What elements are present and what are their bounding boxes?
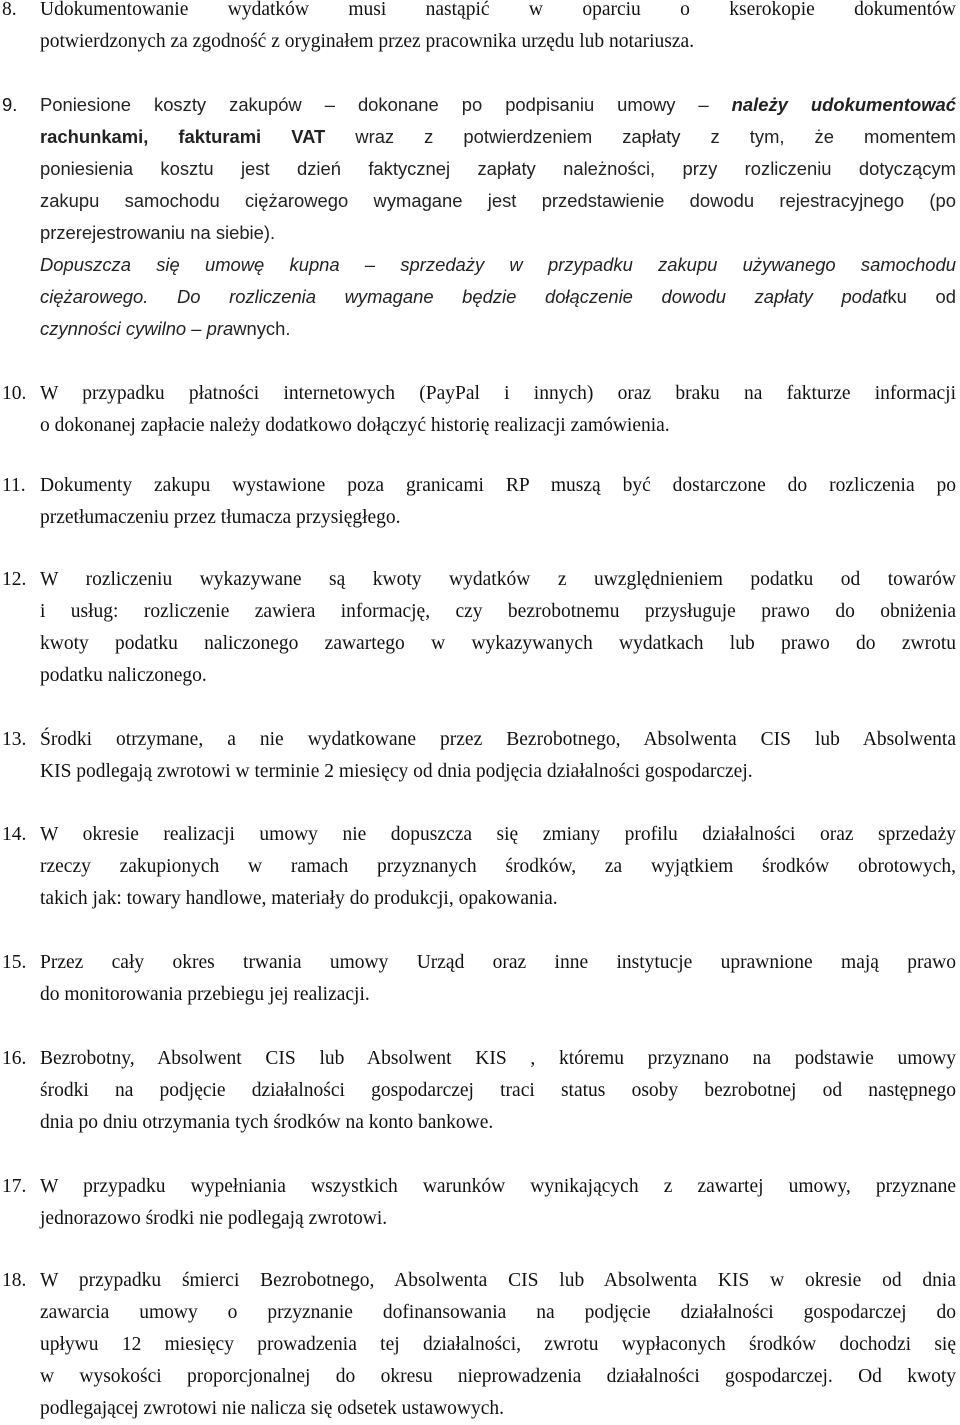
item-text-line: o dokonanej zapłacie należy dodatkowo dołączyć historię realizacji zamówienia. (40, 415, 670, 436)
item-number: 9. (2, 94, 18, 115)
item-text-line: poniesienia kosztu jest dzień faktycznej zapłaty należności, przy rozliczeniu dotyczącym (40, 158, 956, 179)
list-item-18 (0, 1265, 956, 1425)
item-text-line: Dokumenty zakupu wystawione poza granicami RP muszą być dostarczone do rozliczenia po (40, 475, 956, 496)
list-item-10 (0, 378, 956, 442)
item-text-line: zakupu samochodu ciężarowego wymagane jest przedstawienie dowodu rejestracyjnego (po (40, 190, 956, 211)
list-item-8 (0, 0, 956, 58)
item-text-line: upływu 12 miesięcy prowadzenia tej działalności, zwrotu wypłaconych środków dochodzi się (40, 1334, 956, 1355)
emphasis-text: należy udokumentować (731, 94, 956, 115)
item-text-segment: wnych. (233, 318, 291, 339)
item-number: 13. (2, 729, 27, 750)
item-text-line (40, 281, 956, 313)
bold-text: rachunkami, fakturami VAT (40, 126, 326, 147)
item-number: 18. (2, 1270, 27, 1291)
item-text-line (40, 89, 956, 121)
item-text-line: KIS podlegają zwrotowi w terminie 2 miesięcy od dnia podjęcia działalności gospodarczej. (40, 761, 753, 782)
item-number: 14. (2, 824, 27, 845)
list-item-15 (0, 947, 956, 1011)
item-number: 11. (2, 475, 26, 496)
item-text-line: Udokumentowanie wydatków musi nastąpić w oparciu o kserokopie dokumentów (40, 0, 956, 20)
item-number: 15. (2, 952, 27, 973)
item-text-line: w wysokości proporcjonalnej do okresu nieprowadzenia działalności gospodarczej. Od kwoty (40, 1366, 956, 1387)
list-item-17 (0, 1171, 956, 1235)
item-text-line: zawarcia umowy o przyznanie dofinansowania na podjęcie działalności gospodarczej do (40, 1302, 956, 1323)
item-text-line: przerejestrowaniu na siebie). (40, 222, 276, 243)
item-text-segment: wraz z potwierdzeniem zapłaty z tym, że momentem (325, 126, 956, 147)
item-text-line: i usług: rozliczenie zawiera informację, czy bezrobotnemu przysługuje prawo do obniżenia (40, 601, 956, 622)
item-text-line: W okresie realizacji umowy nie dopuszcza się zmiany profilu działalności oraz sprzedaży (40, 824, 956, 845)
item-text-line: podatku naliczonego. (40, 665, 207, 686)
item-number: 8. (2, 0, 17, 20)
item-text-line: kwoty podatku naliczonego zawartego w wykazywanych wydatkach lub prawo do zwrotu (40, 633, 956, 654)
item-text-line: środki na podjęcie działalności gospodarczej traci status osoby bezrobotnej od następnego (40, 1080, 956, 1101)
item-number: 10. (2, 383, 27, 404)
item-number: 16. (2, 1048, 27, 1069)
italic-text-line: Dopuszcza się umowę kupna – sprzedaży w przypadku zakupu używanego samochodu (40, 254, 956, 275)
item-text-line: jednorazowo środki nie podlegają zwrotowi. (40, 1208, 388, 1229)
item-text-line: W przypadku śmierci Bezrobotnego, Absolwenta CIS lub Absolwenta KIS w okresie od dnia (40, 1270, 956, 1291)
item-text-line: rzeczy zakupionych w ramach przyznanych środków, za wyjątkiem środków obrotowych, (40, 856, 956, 877)
item-text-segment: Poniesione koszty zakupów – dokonane po podpisaniu umowy – (40, 94, 732, 115)
item-text-segment: ku od (887, 286, 956, 307)
list-item-14 (0, 819, 956, 915)
item-text-line: potwierdzonych za zgodność z oryginałem przez pracownika urzędu lub notariusza. (40, 31, 695, 52)
italic-text: czynności cywilno – pra (40, 318, 234, 339)
item-text-line: takich jak: towary handlowe, materiały do produkcji, opakowania. (40, 888, 558, 909)
list-item-9 (0, 89, 956, 345)
item-text-line: Środki otrzymane, a nie wydatkowane przez Bezrobotnego, Absolwenta CIS lub Absolwenta (40, 729, 956, 750)
item-text-line: W przypadku wypełniania wszystkich warunków wynikających z zawartej umowy, przyznane (40, 1176, 956, 1197)
item-number: 17. (2, 1176, 27, 1197)
item-text-line: W rozliczeniu wykazywane są kwoty wydatków z uwzględnieniem podatku od towarów (40, 569, 956, 590)
item-number: 12. (2, 569, 27, 590)
item-text-line: Przez cały okres trwania umowy Urząd oraz inne instytucje uprawnione mają prawo (40, 952, 956, 973)
list-item-12 (0, 564, 956, 692)
item-text-line: Bezrobotny, Absolwent CIS lub Absolwent KIS , któremu przyznano na podstawie umowy (40, 1048, 956, 1069)
item-text-line: przetłumaczeniu przez tłumacza przysięgłego. (40, 507, 401, 528)
list-item-11 (0, 470, 956, 534)
item-text-line (40, 121, 956, 153)
item-text-line: W przypadku płatności internetowych (PayPal i innych) oraz braku na fakturze informacji (40, 383, 956, 404)
italic-text: ciężarowego. Do rozliczenia wymagane będzie dołączenie dowodu zapłaty podat (40, 286, 888, 307)
item-text-line (40, 313, 956, 345)
list-item-13 (0, 724, 956, 788)
item-text-line: do monitorowania przebiegu jej realizacji. (40, 984, 370, 1005)
list-item-16 (0, 1043, 956, 1139)
item-text-line: dnia po dniu otrzymania tych środków na konto bankowe. (40, 1112, 494, 1133)
item-text-line: podlegającej zwrotowi nie nalicza się odsetek ustawowych. (40, 1398, 505, 1419)
